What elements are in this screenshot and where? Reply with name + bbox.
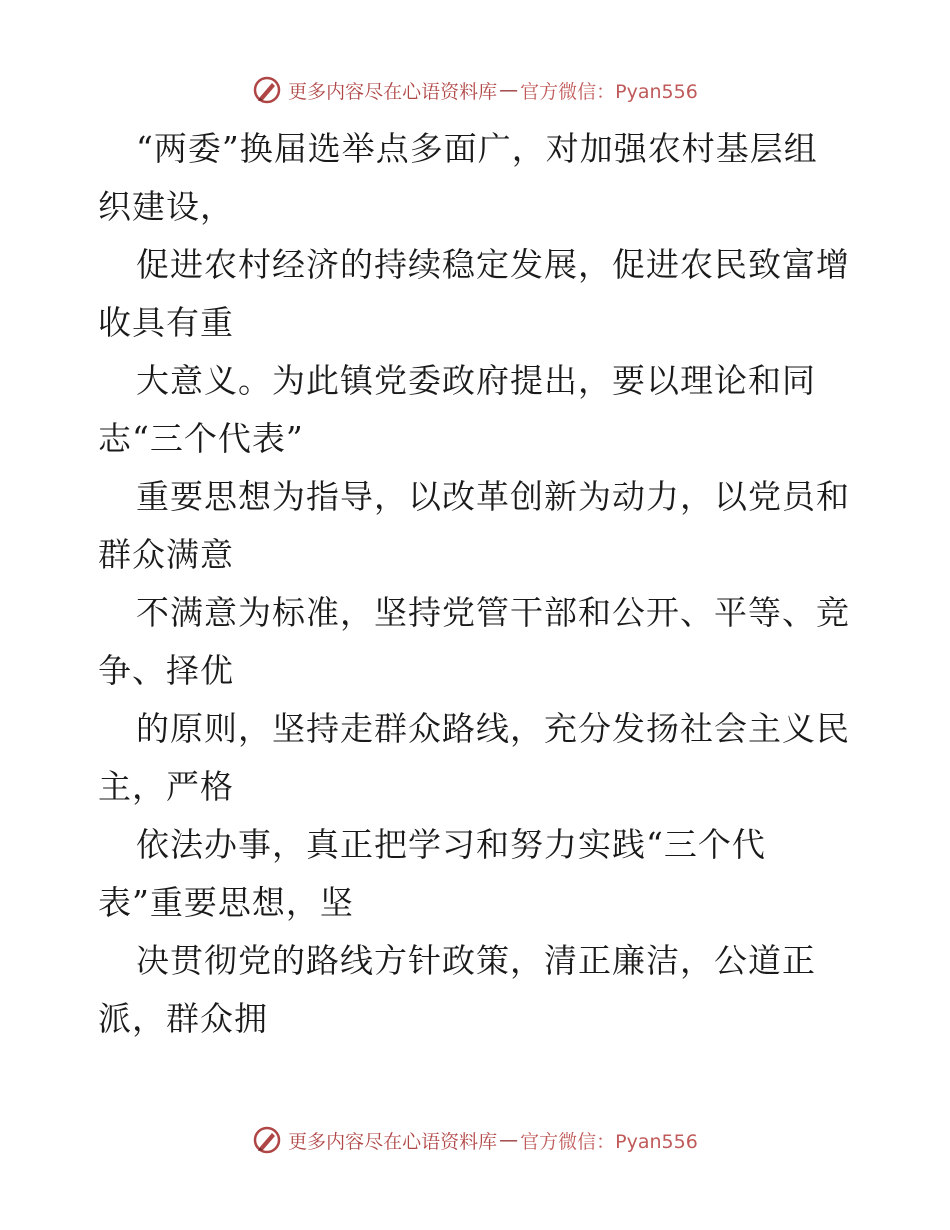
banner-separator: — (499, 1129, 519, 1151)
document-body (98, 120, 858, 1048)
pen-logo-icon (252, 1125, 282, 1155)
body-line: “两委”换届选举点多面广，对加强农村基层组 (136, 129, 818, 168)
banner-title: 更多内容尽在心语资料库 (288, 80, 498, 103)
body-line: 依法办事，真正把学习和努力实践“三个代 (136, 825, 766, 864)
banner-wechat: 官方微信：Pyan556 (520, 1130, 698, 1153)
body-line: 群众满意 (98, 535, 234, 574)
body-line: 大意义。为此镇党委政府提出，要以理论和同 (136, 361, 816, 400)
banner-separator: — (499, 79, 519, 101)
body-line: 表”重要思想，坚 (98, 883, 354, 922)
pen-logo-icon (252, 75, 282, 105)
body-line: 的原则，坚持走群众路线，充分发扬社会主义民 (136, 709, 850, 748)
body-line: 促进农村经济的持续稳定发展，促进农民致富增 (136, 245, 850, 284)
body-line: 织建设， (98, 187, 234, 226)
header-banner (0, 70, 950, 110)
footer-banner (0, 1120, 950, 1160)
body-line: 争、择优 (98, 651, 234, 690)
body-line: 志“三个代表” (98, 419, 304, 458)
body-line: 决贯彻党的路线方针政策，清正廉洁，公道正 (136, 941, 816, 980)
body-line: 不满意为标准，坚持党管干部和公开、平等、竞 (136, 593, 850, 632)
banner-wechat: 官方微信：Pyan556 (520, 80, 698, 103)
body-line: 主，严格 (98, 767, 234, 806)
body-line: 派，群众拥 (98, 999, 268, 1038)
banner-title: 更多内容尽在心语资料库 (288, 1130, 498, 1153)
body-line: 重要思想为指导，以改革创新为动力，以党员和 (136, 477, 850, 516)
body-line: 收具有重 (98, 303, 234, 342)
